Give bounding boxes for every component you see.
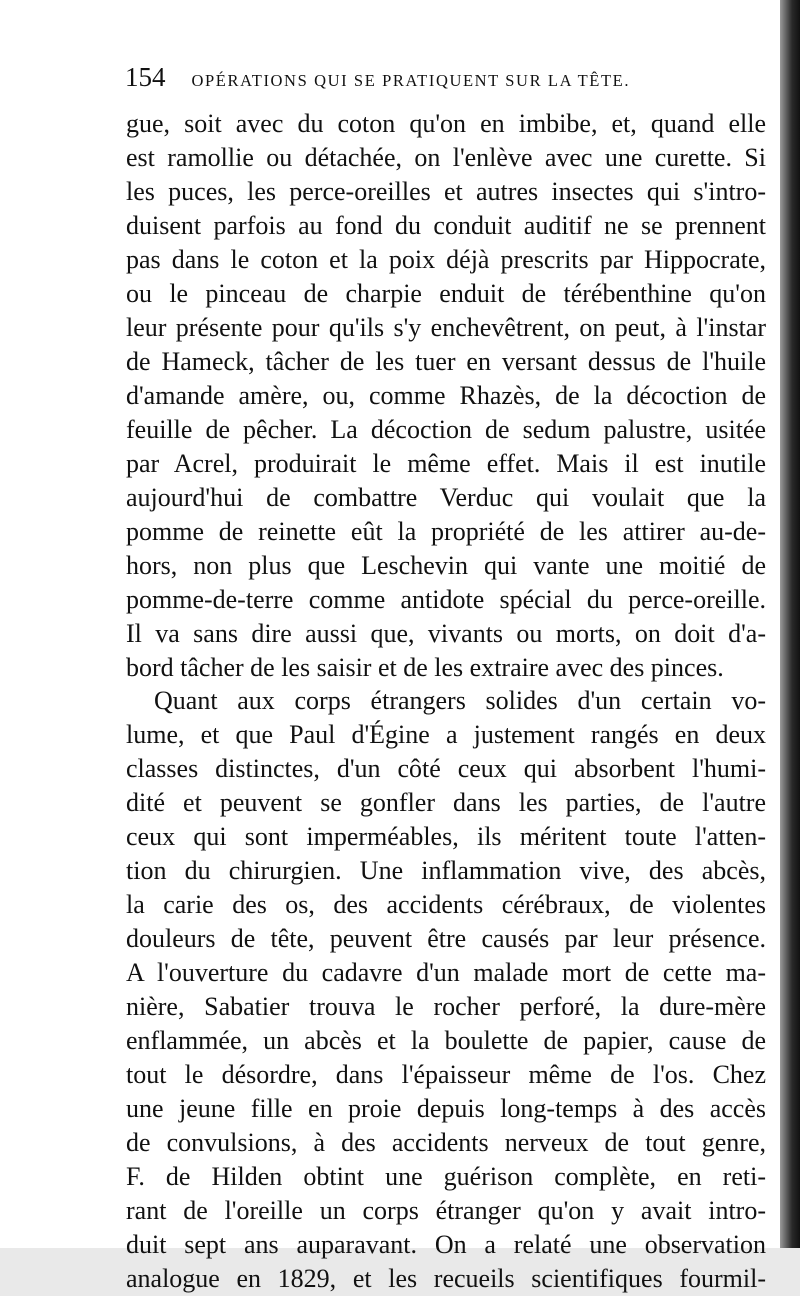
text-line: douleurs de tête, peuvent être causés par leur présence. [126, 924, 766, 954]
text-line: pomme de reinette eût la propriété de les attirer au-de- [126, 516, 766, 546]
text-line: est ramollie ou détachée, on l'enlève avec une curette. Si [126, 142, 766, 172]
text-line: de convulsions, à des accidents nerveux de tout genre, [126, 1128, 766, 1158]
text-line: une jeune fille en proie depuis long-temps à des accès [126, 1094, 766, 1124]
text-line: F. de Hilden obtint une guérison complète, en reti- [126, 1162, 766, 1192]
text-line: ceux qui sont imperméables, ils méritent toute l'atten- [126, 822, 766, 852]
text-line: hors, non plus que Leschevin qui vante une moitié de [126, 550, 766, 580]
page-header [125, 62, 725, 102]
running-title: OPÉRATIONS QUI SE PRATIQUENT SUR LA TÊTE. [191, 71, 631, 90]
text-line: dité et peuvent se gonfler dans les parties, de l'autre [126, 788, 766, 818]
page-number: 154 [125, 62, 166, 92]
paragraph-start-line: Quant aux corps étrangers solides d'un certain vo- [154, 686, 766, 716]
text-line: A l'ouverture du cadavre d'un malade mort de cette ma- [126, 958, 766, 988]
text-line: Il va sans dire aussi que, vivants ou morts, on doit d'a- [126, 618, 766, 648]
text-line: enflammée, un abcès et la boulette de papier, cause de [126, 1026, 766, 1056]
text-line: ou le pinceau de charpie enduit de térébenthine qu'on [126, 278, 766, 308]
text-line: feuille de pêcher. La décoction de sedum palustre, usitée [126, 414, 766, 444]
text-line: pas dans le coton et la poix déjà prescrits par Hippocrate, [126, 244, 766, 274]
text-line: bord tâcher de les saisir et de les extraire avec des pinces. [126, 652, 724, 682]
text-line: d'amande amère, ou, comme Rhazès, de la décoction de [126, 380, 766, 410]
text-line: tout le désordre, dans l'épaisseur même de l'os. Chez [126, 1060, 766, 1090]
text-line: duisent parfois au fond du conduit auditif ne se prennent [126, 210, 766, 240]
text-line: classes distinctes, d'un côté ceux qui absorbent l'humi- [126, 754, 766, 784]
page-gutter-shadow [780, 0, 800, 1248]
body-text [126, 107, 766, 1296]
text-line: lume, et que Paul d'Égine a justement rangés en deux [126, 720, 766, 750]
text-line: les puces, les perce-oreilles et autres insectes qui s'intro- [126, 176, 766, 206]
text-line: analogue en 1829, et les recueils scientifiques fourmil- [126, 1263, 766, 1293]
text-line: tion du chirurgien. Une inflammation vive, des abcès, [126, 856, 766, 886]
text-line: leur présente pour qu'ils s'y enchevêtrent, on peut, à l'instar [126, 312, 766, 342]
text-line: duit sept ans auparavant. On a relaté une observation [126, 1229, 766, 1259]
text-line: la carie des os, des accidents cérébraux, de violentes [126, 890, 766, 920]
text-line: aujourd'hui de combattre Verduc qui voulait que la [126, 482, 766, 512]
text-line: par Acrel, produirait le même effet. Mais il est inutile [126, 448, 766, 478]
text-line: pomme-de-terre comme antidote spécial du perce-oreille. [126, 584, 766, 614]
text-line: nière, Sabatier trouva le rocher perforé, la dure-mère [126, 992, 766, 1022]
text-line: rant de l'oreille un corps étranger qu'on y avait intro- [126, 1196, 766, 1225]
text-line: de Hameck, tâcher de les tuer en versant dessus de l'huile [126, 346, 766, 376]
text-line: gue, soit avec du coton qu'on en imbibe, et, quand elle [126, 109, 766, 138]
